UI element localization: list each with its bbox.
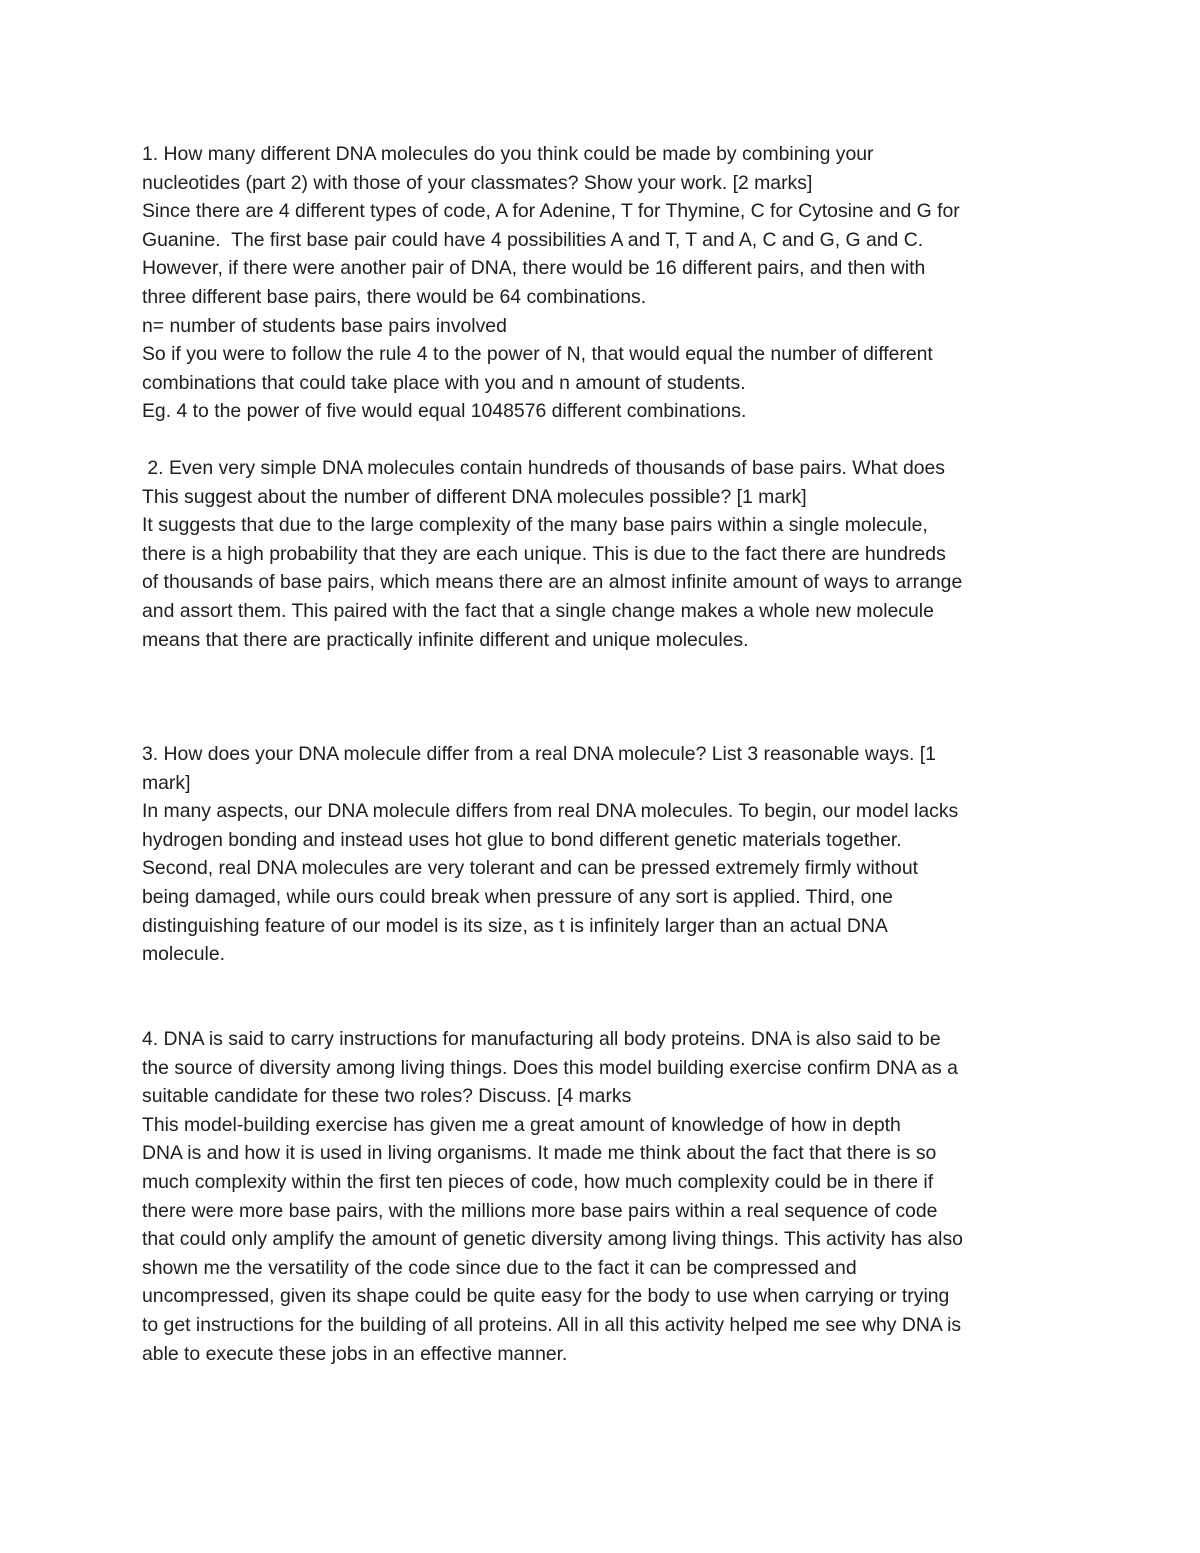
q1-line-8: So if you were to follow the rule 4 to the power of N, that would equal the number of different bbox=[142, 343, 933, 366]
q4-line-7: there were more base pairs, with the millions more base pairs within a real sequence of code bbox=[142, 1199, 938, 1222]
q4-line-10: uncompressed, given its shape could be quite easy for the body to use when carrying or trying bbox=[142, 1285, 950, 1308]
q1-line-1: 1. How many different DNA molecules do you think could be made by combining your bbox=[142, 143, 874, 165]
question-4-block bbox=[142, 1025, 1062, 1368]
question-2-block bbox=[142, 454, 1062, 654]
q1-line-5: However, if there were another pair of DNA, there would be 16 different pairs, and then with bbox=[142, 257, 926, 280]
q4-line-11: to get instructions for the building of all proteins. All in all this activity helped me see why DNA is bbox=[142, 1313, 962, 1336]
q1-line-9: combinations that could take place with you and n amount of students. bbox=[142, 371, 746, 394]
q4-line-8: that could only amplify the amount of genetic diversity among living things. This activity has also bbox=[142, 1228, 963, 1251]
q1-line-7: n= number of students base pairs involved bbox=[142, 314, 507, 337]
q2-line-3: It suggests that due to the large complexity of the many base pairs within a single molecule, bbox=[142, 514, 928, 537]
q2-line-4: there is a high probability that they are each unique. This is due to the fact there are hundreds bbox=[142, 542, 946, 565]
q3-line-3: In many aspects, our DNA molecule differs from real DNA molecules. To begin, our model lacks bbox=[142, 800, 959, 823]
q3-line-4: hydrogen bonding and instead uses hot glue to bond different genetic materials together. bbox=[142, 828, 902, 851]
q1-line-4: Guanine. The first base pair could have 4 possibilities A and T, T and A, C and G, G and C. bbox=[142, 228, 924, 251]
q4-line-9: shown me the versatility of the code since due to the fact it can be compressed and bbox=[142, 1256, 857, 1279]
question-1-block bbox=[142, 140, 1062, 426]
q4-line-5: DNA is and how it is used in living organisms. It made me think about the fact that there is so bbox=[142, 1142, 937, 1165]
q2-line-6: and assort them. This paired with the fact that a single change makes a whole new molecule bbox=[142, 599, 934, 622]
q4-line-1: 4. DNA is said to carry instructions for manufacturing all body proteins. DNA is also said to be bbox=[142, 1028, 941, 1050]
q1-line-3: Since there are 4 different types of code, A for Adenine, T for Thymine, C for Cytosine and G for bbox=[142, 200, 960, 223]
q3-line-8: molecule. bbox=[142, 943, 225, 966]
q4-line-3: suitable candidate for these two roles? Discuss. [4 marks bbox=[142, 1085, 632, 1108]
q1-line-10: Eg. 4 to the power of five would equal 1048576 different combinations. bbox=[142, 400, 747, 423]
q2-line-1: 2. Even very simple DNA molecules contain hundreds of thousands of base pairs. What does bbox=[142, 457, 945, 479]
q4-line-2: the source of diversity among living things. Does this model building exercise confirm DNA as a bbox=[142, 1056, 958, 1079]
q3-line-5: Second, real DNA molecules are very tolerant and can be pressed extremely firmly without bbox=[142, 857, 918, 880]
question-3-block bbox=[142, 740, 1062, 969]
q1-line-6: three different base pairs, there would be 64 combinations. bbox=[142, 285, 647, 308]
q3-line-1: 3. How does your DNA molecule differ from a real DNA molecule? List 3 reasonable ways. [1 bbox=[142, 743, 936, 765]
q4-line-6: much complexity within the first ten pieces of code, how much complexity could be in there if bbox=[142, 1170, 934, 1193]
q4-line-12: able to execute these jobs in an effective manner. bbox=[142, 1342, 568, 1365]
q1-line-2: nucleotides (part 2) with those of your classmates? Show your work. [2 marks] bbox=[142, 171, 813, 194]
q2-line-2: This suggest about the number of different DNA molecules possible? [1 mark] bbox=[142, 485, 807, 508]
q3-line-7: distinguishing feature of our model is its size, as t is infinitely larger than an actual DNA bbox=[142, 914, 888, 937]
q3-line-2: mark] bbox=[142, 771, 191, 794]
q2-line-7: means that there are practically infinite different and unique molecules. bbox=[142, 628, 749, 651]
q4-line-4: This model-building exercise has given me a great amount of knowledge of how in depth bbox=[142, 1113, 901, 1136]
q3-line-6: being damaged, while ours could break when pressure of any sort is applied. Third, one bbox=[142, 885, 893, 908]
q2-line-5: of thousands of base pairs, which means there are an almost infinite amount of ways to arrange bbox=[142, 571, 963, 594]
